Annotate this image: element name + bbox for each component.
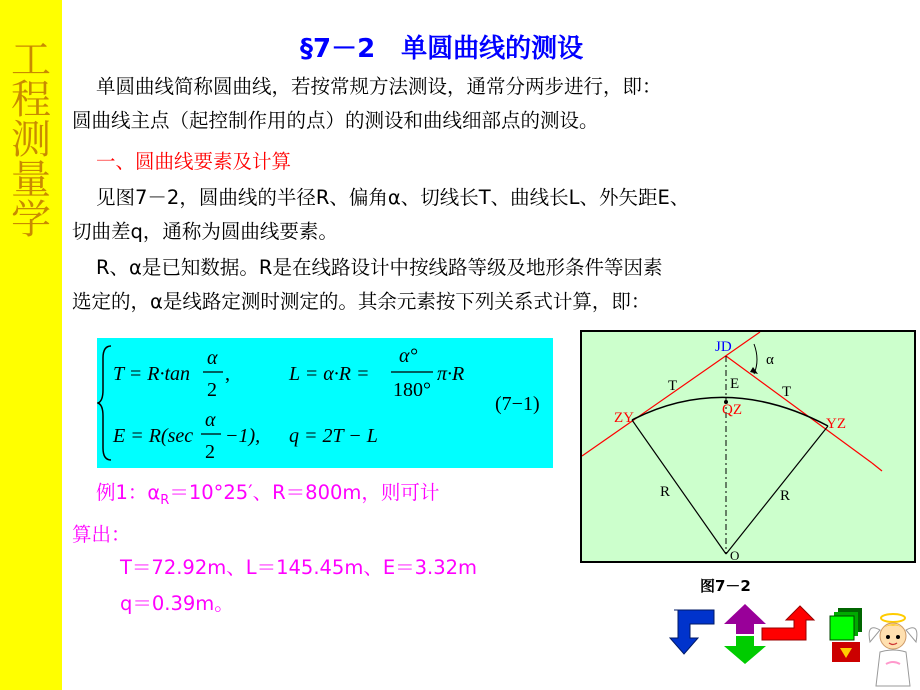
formula-l-lhs: L = α·R = [289,363,370,385]
sidebar-title-char: 测 [11,117,51,163]
example-label: 例1：α [96,481,161,504]
formula-e-lhs: E = R(sec [113,425,194,447]
label-yz: YZ [826,416,846,432]
formula-l-rhs: π·R [437,363,465,385]
label-qz: QZ [722,402,742,418]
sidebar-title-char: 学 [11,197,51,243]
label-jd: JD [715,339,732,355]
formula-e-rhs: −1), [225,425,261,447]
sidebar-title-char: 工 [11,37,51,83]
formula-brace [98,346,111,460]
tangent-line-left [582,332,760,456]
label-r-left: R [660,484,671,500]
example-sub: R [160,492,170,508]
radius-right [726,426,828,554]
label-alpha: α [766,352,774,368]
label-e: E [730,376,740,392]
paragraph-known-data [72,251,842,319]
section-heading-text: 一、圆曲线要素及计算 [96,150,292,173]
tangent-line-right [726,356,872,463]
paragraph-line: 单圆曲线简称圆曲线，若按常规方法测设，通常分两步进行，即： [96,75,662,98]
formula-box [97,338,553,468]
label-t-left: T [668,378,678,394]
forward-arrow-icon[interactable] [760,604,816,646]
sidebar-title [6,37,56,243]
formula-comma: , [225,363,230,385]
paragraph-line: 选定的，α是线路定测时测定的。其余元素按下列关系式计算，即： [72,290,651,313]
section-heading [72,145,842,179]
formula-deg180: 180° [393,379,431,401]
paragraph-line: 圆曲线主点（起控制作用的点）的测设和曲线细部点的测设。 [72,109,599,132]
chapter-icon[interactable] [828,606,866,664]
paragraph-line: 见图7－2，圆曲线的半径R、偏角α、切线长T、曲线长L、外矢距E、 [96,186,690,209]
example-rest: ＝10°25′、R＝800m，则可计 [169,481,440,504]
example-result-line: T＝72.92m、L＝145.45m、E＝3.32m [120,556,478,579]
angel-mascot-icon [866,612,920,690]
label-zy: ZY [614,410,634,426]
example-line: 算出： [72,522,131,546]
slide-title: §7－2 单圆曲线的测设 [300,34,584,64]
paragraph-line: R、α是已知数据。R是在线路设计中按线路等级及地形条件等因素 [96,256,663,279]
example-line [72,476,542,518]
example-results [120,550,580,622]
tangent-line-right-ext [872,463,882,471]
radius-left [632,420,726,554]
formula-q-expr: q = 2T − L [289,425,378,447]
formula-t-lhs: T = R·tan [113,363,191,385]
figure-caption: 图7－2 [700,577,751,595]
formula-two: 2 [207,379,217,401]
curve-figure [580,330,916,563]
paragraph-intro [72,70,842,138]
paragraph-elements [72,181,842,249]
label-t-right: T [782,384,792,400]
arrow-icon [750,367,758,374]
formula-alpha: α [205,409,216,431]
formula-eq-number: (7−1) [495,393,540,415]
example-result-line: q＝0.39m。 [120,592,234,615]
sidebar-title-char: 程 [11,77,51,123]
paragraph-line: 切曲差q，通称为圆曲线要素。 [72,220,338,243]
formula-alpha: α [207,347,218,369]
label-o: O [730,548,740,561]
label-r-right: R [780,488,791,504]
example-block [72,476,542,552]
back-arrow-icon[interactable] [668,604,720,656]
formula-alpha-deg: α° [399,345,418,367]
sidebar-title-char: 量 [11,157,51,203]
formula-two: 2 [205,441,215,463]
